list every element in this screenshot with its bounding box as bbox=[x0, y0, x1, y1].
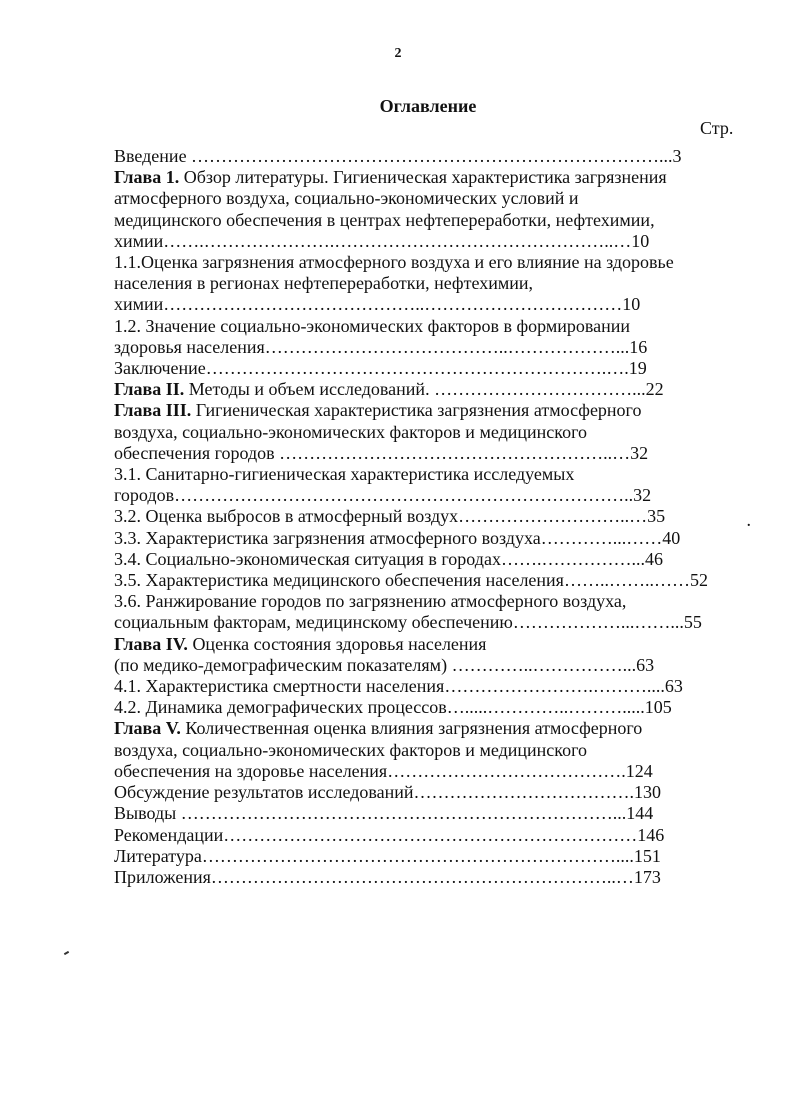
toc-entry bbox=[114, 634, 742, 676]
toc-line bbox=[114, 485, 742, 506]
toc-line bbox=[114, 400, 742, 421]
toc-entry bbox=[114, 570, 742, 591]
toc-line bbox=[114, 782, 742, 803]
toc-text: Методы и объем исследований. ……………………………...22 bbox=[184, 379, 664, 400]
page-title: Оглавление bbox=[379, 96, 477, 116]
toc-text: обеспечения городов ………………………………………………..…32 bbox=[114, 442, 649, 463]
toc-line bbox=[114, 803, 742, 824]
toc-text: 3.1. Санитарно-гигиеническая характеристика исследуемых bbox=[114, 464, 575, 485]
toc-text: химии……………………………………..……………………………10 bbox=[114, 294, 641, 315]
toc-line bbox=[114, 506, 742, 527]
toc-line bbox=[114, 379, 742, 400]
toc-line bbox=[114, 612, 742, 633]
toc-line bbox=[114, 634, 742, 655]
toc-entry bbox=[114, 167, 742, 252]
toc-text: 1.1.Оценка загрязнения атмосферного воздуха и его влияние на здоровье bbox=[114, 252, 674, 273]
toc-text: медицинского обеспечения в центрах нефтепереработки, нефтехимии, bbox=[114, 209, 655, 230]
toc-line bbox=[114, 549, 742, 570]
chapter-label: Глава III. bbox=[114, 400, 192, 421]
toc-entry bbox=[114, 803, 742, 824]
toc-text: Рекомендации……………………………………………………………146 bbox=[114, 824, 665, 845]
toc-line bbox=[114, 358, 742, 379]
toc-text: 3.6. Ранжирование городов по загрязнению атмосферного воздуха, bbox=[114, 591, 627, 612]
toc-entry bbox=[114, 782, 742, 803]
toc-line bbox=[114, 464, 742, 485]
toc-line bbox=[114, 167, 742, 188]
toc-entry bbox=[114, 697, 742, 718]
toc-line bbox=[114, 294, 742, 315]
toc-line bbox=[114, 422, 742, 443]
toc-line bbox=[114, 146, 742, 167]
chapter-label: Глава V. bbox=[114, 718, 181, 739]
toc-line bbox=[114, 570, 742, 591]
toc-line bbox=[114, 591, 742, 612]
toc-text: здоровья населения…………………………………..………………...16 bbox=[114, 336, 648, 357]
toc-text: Введение ……………………………………………………………………...3 bbox=[114, 146, 682, 166]
toc-entry bbox=[114, 400, 742, 464]
toc-text: 3.2. Оценка выбросов в атмосферный воздух………………………..…35 bbox=[114, 506, 666, 527]
toc-entry bbox=[114, 846, 742, 867]
toc-line bbox=[114, 718, 742, 739]
toc-line bbox=[114, 740, 742, 761]
toc-text: социальным факторам, медицинскому обеспечению………………...……...55 bbox=[114, 612, 702, 633]
toc-line bbox=[114, 655, 742, 676]
toc-line bbox=[114, 210, 742, 231]
toc-line bbox=[114, 252, 742, 273]
toc-text: Количественная оценка влияния загрязнения атмосферного bbox=[180, 718, 643, 739]
toc-entry bbox=[114, 379, 742, 400]
page-column-label: Стр. bbox=[700, 118, 734, 138]
toc-text: населения в регионах нефтепереработки, нефтехимии, bbox=[114, 273, 534, 294]
toc-text: городов…………………………………………………………………..32 bbox=[114, 485, 652, 506]
toc-line bbox=[114, 846, 742, 867]
toc-entry bbox=[114, 252, 742, 316]
toc-text: 3.3. Характеристика загрязнения атмосферного воздуха…………...……40 bbox=[114, 527, 681, 548]
toc-entry bbox=[114, 506, 742, 527]
toc-entry bbox=[114, 316, 742, 358]
toc-text: Приложения…………………………………………………………..…173 bbox=[114, 866, 661, 887]
toc-line bbox=[114, 337, 742, 358]
margin-mark: . bbox=[747, 515, 751, 530]
toc-text: Литература……………………………………………………………....151 bbox=[114, 845, 661, 866]
toc-line bbox=[114, 273, 742, 294]
chapter-label: Глава II. bbox=[114, 379, 185, 400]
toc-entry bbox=[114, 591, 742, 633]
toc-entry bbox=[114, 718, 742, 782]
toc-text: Заключение………………………………………………………….….19 bbox=[114, 358, 647, 379]
toc-line bbox=[114, 676, 742, 697]
toc-line bbox=[114, 528, 742, 549]
toc-text: воздуха, социально-экономических факторов и медицинского bbox=[114, 421, 588, 442]
toc-line bbox=[114, 231, 742, 252]
toc-entry bbox=[114, 464, 742, 506]
toc-text: Выводы ………………………………………………………………...144 bbox=[114, 803, 654, 824]
toc-text: атмосферного воздуха, социально-экономических условий и bbox=[114, 188, 579, 209]
toc-entry bbox=[114, 358, 742, 379]
toc-text: воздуха, социально-экономических факторов и медицинского bbox=[114, 739, 588, 760]
toc-text: 1.2. Значение социально-экономических факторов в формировании bbox=[114, 315, 631, 336]
toc-line bbox=[114, 825, 742, 846]
toc-text: химии…….………………….………………………………………..…10 bbox=[114, 230, 650, 251]
toc-line bbox=[114, 867, 742, 888]
toc-line bbox=[114, 761, 742, 782]
toc-text: Оценка состояния здоровья населения bbox=[187, 633, 487, 654]
toc-text: Обзор литературы. Гигиеническая характеристика загрязнения bbox=[179, 167, 667, 188]
toc-line bbox=[114, 188, 742, 209]
toc-text: 4.2. Динамика демографических процессов….....…………..……….....105 bbox=[114, 697, 672, 718]
toc-text: Гигиеническая характеристика загрязнения атмосферного bbox=[191, 400, 642, 421]
toc-line bbox=[114, 697, 742, 718]
toc-entry bbox=[114, 867, 742, 888]
page-number: 2 bbox=[394, 46, 402, 61]
toc-text: обеспечения на здоровье населения………………………………….124 bbox=[114, 760, 653, 781]
toc-line bbox=[114, 443, 742, 464]
chapter-label: Глава 1. bbox=[114, 167, 180, 188]
chapter-label: Глава IV. bbox=[114, 633, 188, 654]
toc-entry bbox=[114, 825, 742, 846]
table-of-contents bbox=[114, 146, 742, 888]
toc-entry bbox=[114, 528, 742, 549]
toc-entry bbox=[114, 146, 742, 167]
toc-entry bbox=[114, 549, 742, 570]
toc-text: 3.5. Характеристика медицинского обеспечения населения……..……..……52 bbox=[114, 570, 708, 591]
toc-text: Обсуждение результатов исследований……………………………….130 bbox=[114, 782, 662, 803]
margin-tick bbox=[64, 951, 69, 955]
toc-text: (по медико-демографическим показателям) …………..……………...63 bbox=[114, 654, 655, 675]
toc-line bbox=[114, 316, 742, 337]
toc-text: 4.1. Характеристика смертности населения…………………….………....63 bbox=[114, 676, 683, 697]
toc-text: 3.4. Социально-экономическая ситуация в городах…….……………...46 bbox=[114, 548, 663, 569]
toc-entry bbox=[114, 676, 742, 697]
